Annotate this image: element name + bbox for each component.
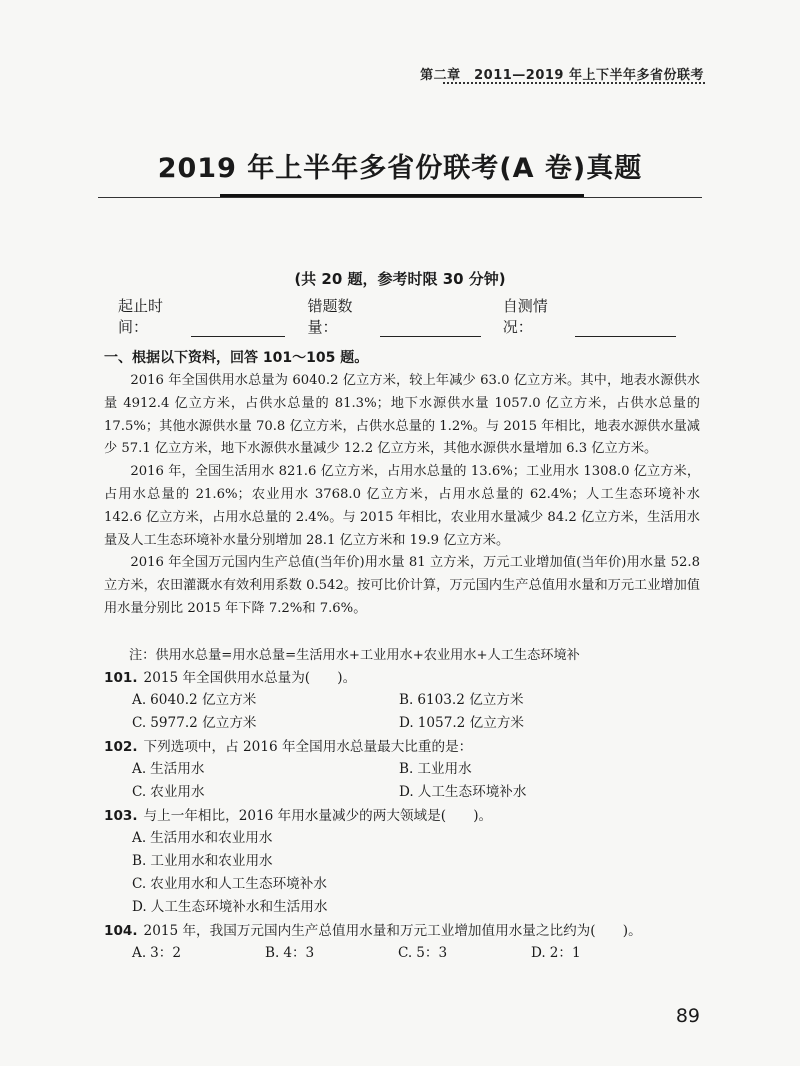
option-d[interactable]: D. 2：1 — [531, 945, 581, 961]
passage-paragraph: 2016 年，全国生活用水 821.6 亿立方米，占用水总量的 13.6%；工业用水 1308.0 亿立方米，占用水总量的 21.6%；农业用水 3768.0 亿立方米，占用水总量的 62.4%；人工生态环境补水 142.6 亿立方米，占用水总量的 2.4%。与 2015 年相比，农业用水量减少 84.2 亿立方米，生活用水量及人工生态环境补水量分别增加 28.1 亿立方米和 19.9 亿立方米。 — [104, 464, 700, 548]
title-rule-bold — [220, 194, 584, 197]
question-stem: 2015 年，我国万元国内生产总值用水量和万元工业增加值用水量之比约为( )。 — [143, 923, 642, 939]
option-c[interactable]: C. 农业用水 — [132, 784, 205, 800]
passage-paragraph: 2016 年全国万元国内生产总值(当年价)用水量 81 立方米，万元工业增加值(当年价)用水量 52.8 立方米，农田灌溉水有效利用系数 0.542。按可比价计算，万元国内生产总值用水量和万元工业增加值用水量分别比 2015 年下降 7.2%和 7.6%。 — [104, 555, 700, 616]
passage-paragraph: 2016 年全国供用水总量为 6040.2 亿立方米，较上年减少 63.0 亿立方米。其中，地表水源供水量 4912.4 亿立方米，占供水总量的 81.3%；地下水源供水量 1057.0 亿立方米，占供水总量的 17.5%；其他水源供水量 70.8 亿立方米，占供水总量的 1.2%。与 2015 年相比，地表水源供水量减少 57.1 亿立方米，地下水源供水量减少 12.2 亿立方米，其他水源供水量增加 6.3 亿立方米。 — [104, 373, 700, 457]
question-102 — [104, 736, 704, 804]
question-103 — [104, 805, 704, 919]
self-test-blank — [575, 320, 676, 337]
passage-note: 注：供用水总量=用水总量=生活用水+工业用水+农业用水+人工生态环境补 — [129, 648, 580, 663]
header-dotted-rule — [443, 82, 705, 84]
option-b[interactable]: B. 4：3 — [265, 945, 315, 961]
option-c[interactable]: C. 5：3 — [398, 945, 448, 961]
start-time-blank — [191, 320, 286, 337]
option-a[interactable]: A. 6040.2 亿立方米 — [132, 692, 257, 708]
question-104 — [104, 920, 704, 965]
self-test-label: 自测情况： — [502, 297, 548, 336]
section-heading: 一、根据以下资料，回答 101～105 题。 — [104, 350, 369, 366]
question-stem: 与上一年相比，2016 年用水量减少的两大领域是( )。 — [143, 808, 493, 824]
start-time-field — [118, 295, 285, 337]
running-header: 第二章 2011—2019 年上下半年多省份联考 — [420, 68, 704, 83]
option-a[interactable]: A. 生活用水 — [132, 761, 205, 777]
title-rule — [98, 197, 702, 198]
self-test-field — [503, 295, 676, 337]
question-101 — [104, 667, 704, 735]
question-stem: 下列选项中，占 2016 年全国用水总量最大比重的是： — [143, 739, 473, 755]
option-b[interactable]: B. 6103.2 亿立方米 — [399, 692, 524, 708]
option-a[interactable]: A. 3：2 — [132, 945, 182, 961]
option-c[interactable]: C. 农业用水和人工生态环境补水 — [132, 876, 327, 892]
self-check-row — [118, 295, 698, 337]
option-b[interactable]: B. 工业用水 — [399, 761, 472, 777]
question-stem: 2015 年全国供用水总量为( )。 — [143, 670, 357, 686]
wrong-count-blank — [380, 320, 481, 337]
option-c[interactable]: C. 5977.2 亿立方米 — [132, 715, 257, 731]
option-b[interactable]: B. 工业用水和农业用水 — [132, 853, 273, 869]
start-time-label: 起止时间： — [118, 297, 164, 336]
question-number: 103. — [104, 808, 138, 824]
wrong-count-field — [307, 295, 480, 337]
wrong-count-label: 错题数量： — [307, 297, 353, 336]
option-d[interactable]: D. 人工生态环境补水和生活用水 — [132, 899, 328, 915]
exam-subtitle: (共 20 题，参考时限 30 分钟) — [294, 270, 506, 288]
option-d[interactable]: D. 人工生态环境补水 — [399, 784, 527, 800]
question-number: 101. — [104, 670, 138, 686]
question-number: 102. — [104, 739, 138, 755]
passage — [104, 370, 700, 621]
page-title: 2019 年上半年多省份联考(A 卷)真题 — [157, 153, 643, 184]
option-d[interactable]: D. 1057.2 亿立方米 — [399, 715, 525, 731]
option-a[interactable]: A. 生活用水和农业用水 — [132, 830, 273, 846]
question-number: 104. — [104, 923, 138, 939]
page-number: 89 — [675, 1005, 700, 1027]
